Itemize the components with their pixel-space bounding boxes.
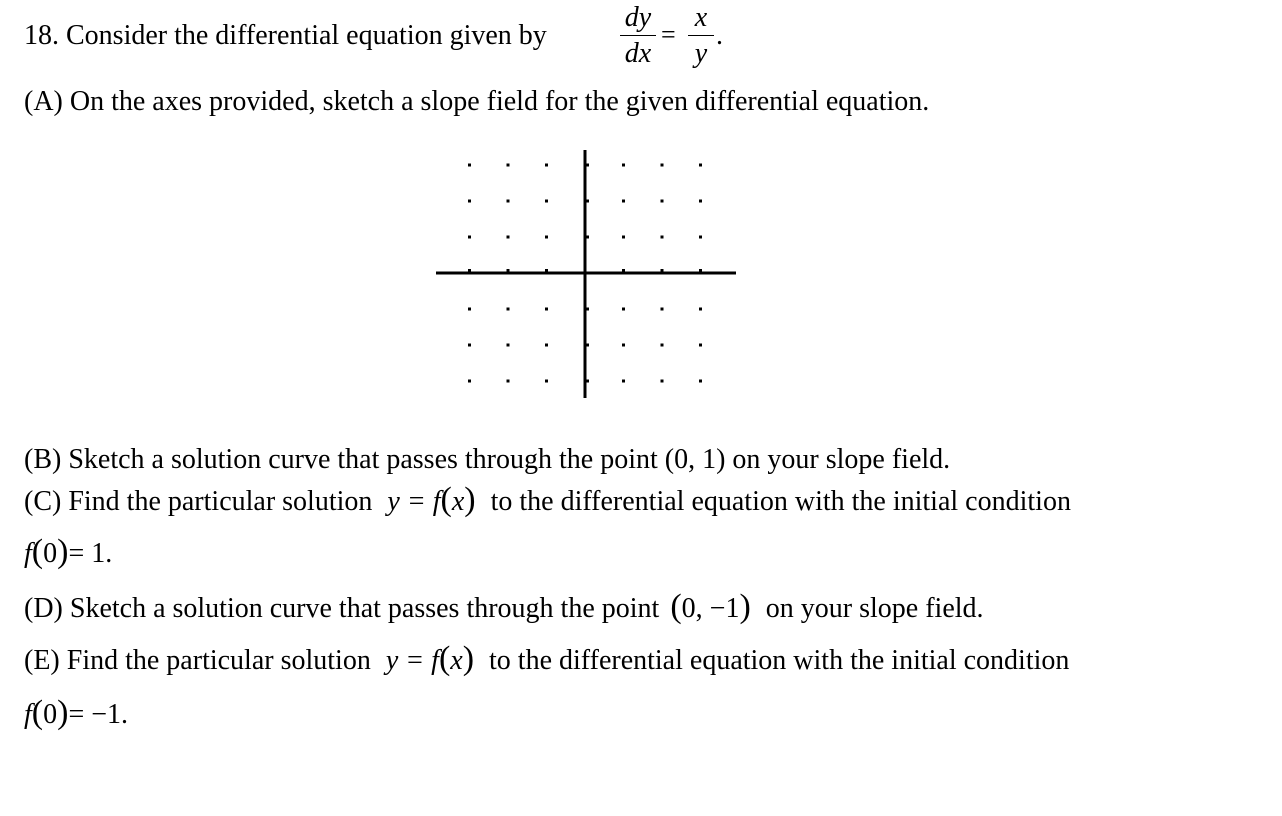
grid-dot: [622, 308, 625, 311]
part-c-suffix: to the differential equation with the initial condition: [490, 486, 1071, 517]
paren-open: (: [31, 694, 44, 731]
part-c-condition: [24, 535, 112, 569]
paren-open: (: [440, 481, 452, 518]
cond-arg: 0: [43, 538, 58, 569]
axis-dot: [586, 380, 589, 383]
part-d-point: 0, −1: [681, 593, 740, 624]
equals: =: [661, 20, 676, 49]
part-b: (B) Sketch a solution curve that passes through the point (0, 1) on your slope field.: [24, 444, 951, 475]
cond-rhs: = 1: [68, 538, 106, 569]
frac-rhs-denominator: y: [694, 38, 708, 69]
axis-dot: [661, 269, 664, 272]
grid-dot: [507, 236, 510, 239]
paren-close: ): [57, 533, 69, 570]
part-c-math-x: x: [451, 486, 465, 517]
grid-dot: [699, 236, 702, 239]
paren-open: (: [670, 588, 682, 625]
grid-dot: [507, 380, 510, 383]
part-e-condition: [24, 696, 128, 730]
period-text: .: [716, 20, 723, 51]
axis-dot: [468, 269, 471, 272]
grid-dot: [545, 308, 548, 311]
fraction-bar-rhs: [688, 35, 714, 36]
grid-dot: [661, 344, 664, 347]
grid-dot: [622, 200, 625, 203]
frac-rhs-numerator: x: [694, 2, 708, 33]
grid-dot: [661, 308, 664, 311]
grid-dot: [545, 236, 548, 239]
axis-dot: [586, 236, 589, 239]
grid-dot: [545, 344, 548, 347]
grid-dot: [545, 164, 548, 167]
grid-dot: [699, 164, 702, 167]
part-c: [24, 483, 1071, 517]
grid-dot: [622, 380, 625, 383]
paren-close: ): [464, 481, 476, 518]
grid-dot: [507, 344, 510, 347]
problem-statement: [24, 22, 547, 50]
paren-close: ): [739, 588, 751, 625]
paren-close: ): [462, 640, 475, 677]
part-d: [24, 590, 984, 624]
grid-dot: [507, 308, 510, 311]
axis-dot: [586, 344, 589, 347]
fraction-dy-dx: [620, 4, 656, 68]
part-e-math: y = f: [385, 645, 439, 676]
cond-f: f: [24, 538, 32, 569]
slope-field-axes: [430, 140, 740, 405]
grid-dot: [468, 380, 471, 383]
frac-denominator: dx: [624, 38, 652, 69]
cond-end: .: [121, 699, 129, 730]
grid-dot: [661, 164, 664, 167]
cond-f: f: [24, 699, 32, 730]
axis-dot: [507, 269, 510, 272]
grid-dot: [622, 164, 625, 167]
part-a: (A) On the axes provided, sketch a slope field for the given differential equation.: [24, 86, 930, 117]
grid-dot: [545, 380, 548, 383]
equals-sign: [661, 22, 676, 48]
grid-dot: [468, 308, 471, 311]
grid-dot: [661, 380, 664, 383]
paren-close: ): [57, 694, 69, 731]
part-e: [24, 642, 1069, 676]
paren-open: (: [438, 640, 451, 677]
part-e-prefix: (E) Find the particular solution: [24, 645, 371, 676]
part-d-prefix: (D) Sketch a solution curve that passes through the point: [24, 593, 660, 624]
axis-dot: [586, 200, 589, 203]
axis-dot: [545, 269, 548, 272]
fraction-bar: [620, 35, 656, 36]
grid-dot: [468, 344, 471, 347]
grid-dot: [699, 308, 702, 311]
axis-dot: [586, 308, 589, 311]
problem-text: 18. Consider the differential equation given by: [24, 20, 547, 51]
part-c-math: y = f: [387, 486, 441, 517]
cond-end: .: [105, 538, 113, 569]
part-e-suffix: to the differential equation with the initial condition: [489, 645, 1070, 676]
grid-dot: [622, 344, 625, 347]
grid-dot: [468, 164, 471, 167]
cond-rhs: = −1: [68, 699, 122, 730]
grid-dot: [699, 380, 702, 383]
paren-open: (: [31, 533, 44, 570]
frac-numerator: dy: [624, 2, 652, 33]
part-d-suffix: on your slope field.: [765, 593, 984, 624]
grid-dot: [507, 200, 510, 203]
grid-dot: [507, 164, 510, 167]
part-c-prefix: (C) Find the particular solution: [24, 486, 373, 517]
grid-dot: [468, 200, 471, 203]
axis-dot: [622, 269, 625, 272]
period: [716, 22, 723, 50]
grid-dot: [661, 236, 664, 239]
grid-dot: [468, 236, 471, 239]
grid-dot: [622, 236, 625, 239]
axis-dot: [699, 269, 702, 272]
part-e-math-x: x: [450, 645, 463, 676]
grid-dot: [699, 344, 702, 347]
axis-dot: [586, 164, 589, 167]
fraction-x-y: [688, 4, 714, 68]
cond-arg: 0: [43, 699, 58, 730]
slope-field-svg: [430, 140, 740, 405]
grid-dot: [661, 200, 664, 203]
grid-dot: [545, 200, 548, 203]
grid-dot: [699, 200, 702, 203]
